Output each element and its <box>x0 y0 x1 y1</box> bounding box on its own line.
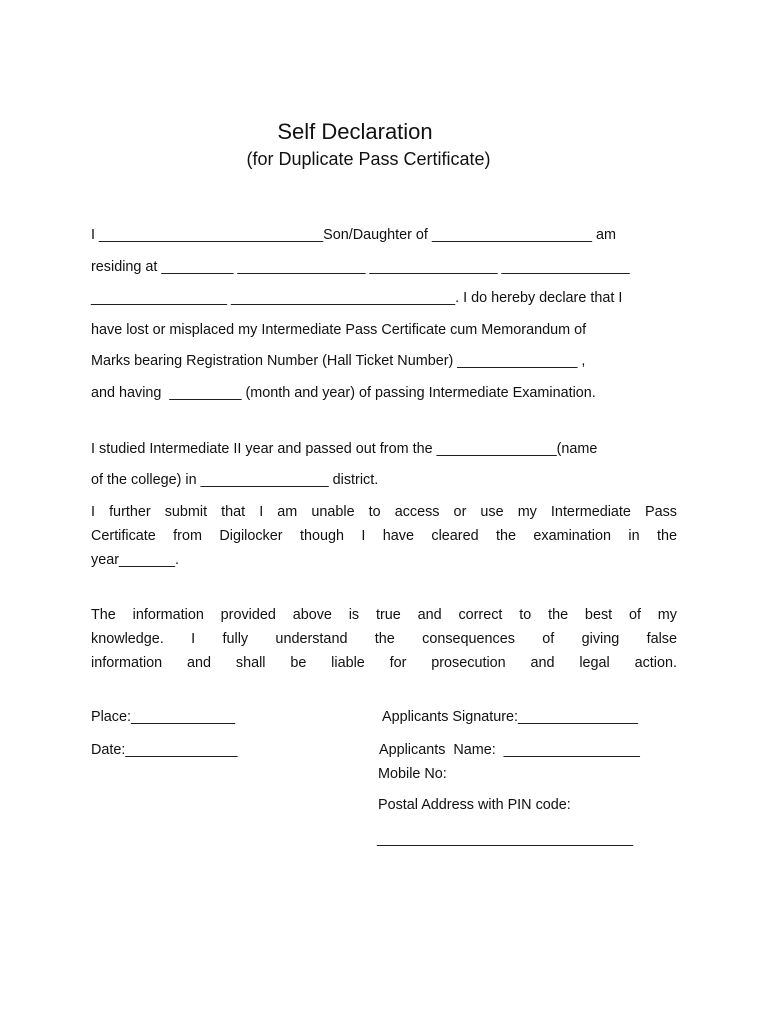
further-submit-line-2: Certificate from Digilocker though I have cleared the examination in the <box>91 528 677 544</box>
body-line-6: and having _________ (month and year) of passing Intermediate Examination. <box>91 385 596 401</box>
body-line-3: _________________ ____________________________. I do hereby declare that I <box>91 290 623 306</box>
declaration-line-3: information and shall be liable for prosecution and legal action. <box>91 655 677 671</box>
further-submit-line-1: I further submit that I am unable to access or use my Intermediate Pass <box>91 504 677 520</box>
further-submit-line-3: year_______. <box>91 552 180 568</box>
declaration-line-2: knowledge. I fully understand the consequences of giving false <box>91 631 677 647</box>
document-subtitle: (for Duplicate Pass Certificate) <box>246 149 491 169</box>
applicant-name-field: Applicants Name: _________________ <box>379 742 640 758</box>
postal-address-line: ________________________________ <box>377 831 634 847</box>
body-line-8: of the college) in ________________ district. <box>91 472 379 488</box>
declaration-line-1: The information provided above is true and correct to the best of my <box>91 607 677 623</box>
place-field: Place:_____________ <box>91 709 236 725</box>
body-line-2: residing at _________ ________________ ________________ ________________ <box>91 259 630 275</box>
postal-address-label: Postal Address with PIN code: <box>378 797 571 813</box>
body-line-1: I ____________________________Son/Daughter of ____________________ am <box>91 227 616 243</box>
body-line-5: Marks bearing Registration Number (Hall Ticket Number) _______________ , <box>91 353 586 369</box>
signature-field: Applicants Signature:_______________ <box>382 709 639 725</box>
mobile-field: Mobile No: <box>378 766 447 782</box>
body-line-7: I studied Intermediate II year and passed out from the _______________(name <box>91 441 598 457</box>
body-line-4: have lost or misplaced my Intermediate Pass Certificate cum Memorandum of <box>91 322 587 338</box>
date-field: Date:______________ <box>91 742 238 758</box>
document-title: Self Declaration <box>277 119 433 144</box>
